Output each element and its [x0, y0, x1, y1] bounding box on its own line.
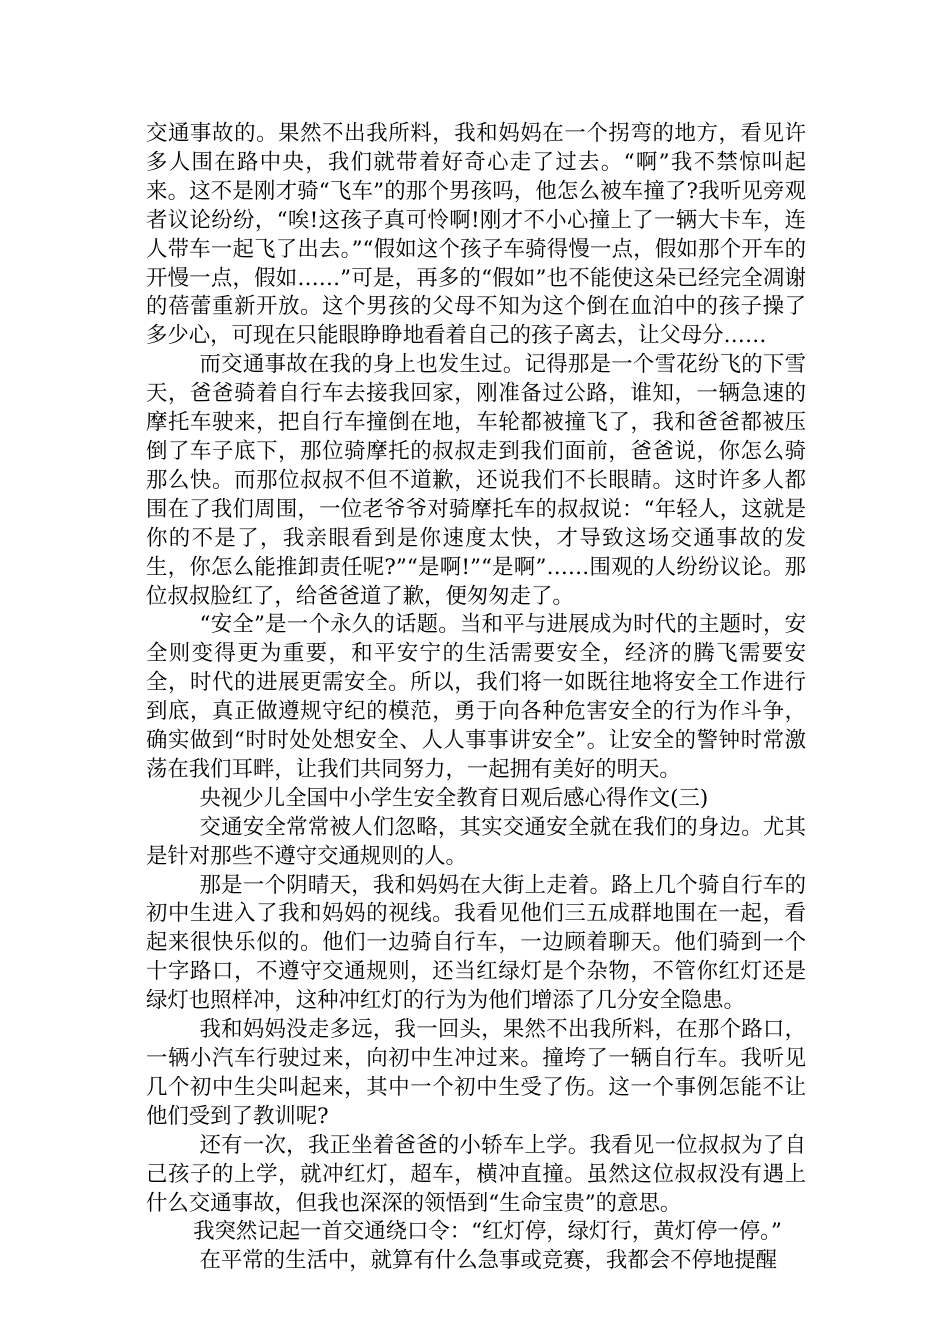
- document-page: [146, 120, 806, 1276]
- paragraph-5: 那是一个阴晴天，我和妈妈在大街上走着。路上几个骑自行车的初中生进入了我和妈妈的视线。我看见他们三五成群地围在一起，看起来很快乐似的。他们一边骑自行车，一边顾着聊天。他们骑到一个十字路口，不遵守交通规则，还当红绿灯是个杂物，不管你红灯还是绿灯也照样冲，这种冲红灯的行为为他们增添了几分安全隐患。: [146, 872, 806, 1014]
- paragraph-6: 我和妈妈没走多远，我一回头，果然不出我所料，在那个路口，一辆小汽车行驶过来，向初中生冲过来。撞垮了一辆自行车。我听见几个初中生尖叫起来，其中一个初中生受了伤。这一个事例怎能不让他们受到了教训呢?: [146, 1017, 806, 1129]
- section-title: 央视少儿全国中小学生安全教育日观后感心得作文(三): [199, 785, 709, 811]
- paragraph-8: 我突然记起一首交通绕口令：“红灯停，绿灯行，黄灯停一停。”: [193, 1219, 782, 1245]
- paragraph-2: 而交通事故在我的身上也发生过。记得那是一个雪花纷飞的下雪天，爸爸骑着自行车去接我回家，刚准备过公路，谁知，一辆急速的摩托车驶来，把自行车撞倒在地，车轮都被撞飞了，我和爸爸都被压倒了车子底下，那位骑摩托的叔叔走到我们面前，爸爸说，你怎么骑那么快。而那位叔叔不但不道歉，还说我们不长眼睛。这时许多人都围在了我们周围，一位老爷爷对骑摩托车的叔叔说：“年轻人，这就是你的不是了，我亲眼看到是你速度太快，才导致这场交通事故的发生，你怎么能推卸责任呢?”“是啊!”“是啊”……围观的人纷纷议论。那位叔叔脸红了，给爸爸道了歉，便匆匆走了。: [146, 352, 806, 609]
- paragraph-7: 还有一次，我正坐着爸爸的小轿车上学。我看见一位叔叔为了自己孩子的上学，就冲红灯，超车，横冲直撞。虽然这位叔叔没有遇上什么交通事故，但我也深深的领悟到“生命宝贵”的意思。: [146, 1132, 806, 1216]
- paragraph-3: “安全”是一个永久的话题。当和平与进展成为时代的主题时，安全则变得更为重要，和平安宁的生活需要安全，经济的腾飞需要安全，时代的进展更需安全。所以，我们将一如既往地将安全工作进行到底，真正做遵规守纪的模范，勇于向各种危害安全的行为作斗争，确实做到“时时处处想安全、人人事事讲安全”。让安全的警钟时常激荡在我们耳畔，让我们共同努力，一起拥有美好的明天。: [146, 612, 806, 782]
- paragraph-9: 在平常的生活中，就算有什么急事或竞赛，我都会不停地提醒: [199, 1248, 778, 1274]
- paragraph-1: 交通事故的。果然不出我所料，我和妈妈在一个拐弯的地方，看见许多人围在路中央，我们就带着好奇心走了过去。“啊”我不禁惊叫起来。这不是刚才骑“飞车”的那个男孩吗，他怎么被车撞了?我听见旁观者议论纷纷，“唉!这孩子真可怜啊!刚才不小心撞上了一辆大卡车，连人带车一起飞了出去。”“假如这个孩子车骑得慢一点，假如那个开车的开慢一点，假如……”可是，再多的“假如”也不能使这朵已经完全凋谢的蓓蕾重新开放。这个男孩的父母不知为这个倒在血泊中的孩子操了多少心，可现在只能眼睁睁地看着自己的孩子离去，让父母分……: [146, 121, 806, 349]
- paragraph-4: 交通安全常常被人们忽略，其实交通安全就在我们的身边。尤其是针对那些不遵守交通规则的人。: [146, 814, 806, 869]
